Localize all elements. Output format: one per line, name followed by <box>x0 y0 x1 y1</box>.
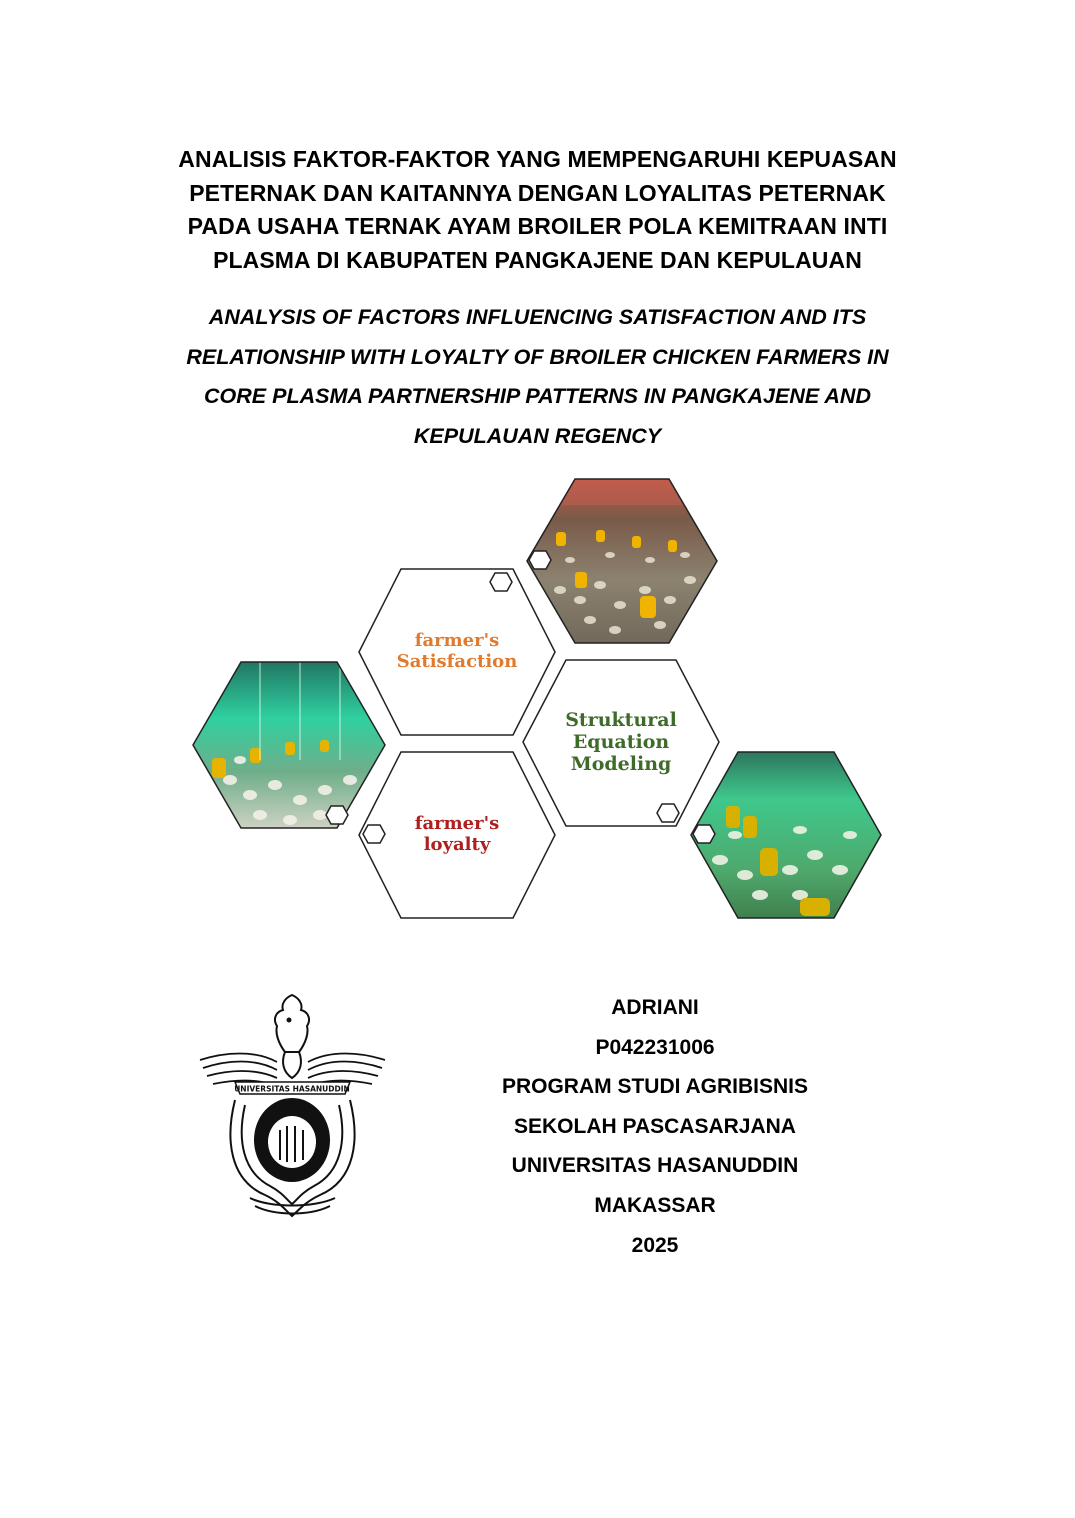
author-name: ADRIANI <box>611 996 699 1019</box>
title-id-line: ANALISIS FAKTOR-FAKTOR YANG MEMPENGARUHI KEPUASAN <box>178 146 897 172</box>
label-farmers-loyalty <box>370 813 544 855</box>
title-en-line: RELATIONSHIP WITH LOYALTY OF BROILER CHICKEN FARMERS IN <box>186 344 889 369</box>
label-structural-equation-modeling <box>533 709 709 775</box>
label-line: farmer's <box>414 813 500 834</box>
label-line: farmer's <box>414 630 500 651</box>
year: 2025 <box>631 1233 679 1257</box>
label-farmers-satisfaction <box>370 630 544 672</box>
author-block <box>440 988 870 1265</box>
chicken-farm-photo-top <box>520 475 725 650</box>
school-name: SEKOLAH PASCASARJANA <box>514 1114 796 1138</box>
study-program: PROGRAM STUDI AGRIBISNIS <box>501 1075 809 1099</box>
title-id-line: PETERNAK DAN KAITANNYA DENGAN LOYALITAS PETERNAK <box>189 179 886 206</box>
label-line: Equation <box>572 731 670 753</box>
university-name: UNIVERSITAS HASANUDDIN <box>511 1154 799 1178</box>
chicken-farm-photo-right <box>685 745 890 925</box>
chicken-farm-photo-left <box>190 655 390 835</box>
label-line: Satisfaction <box>396 651 518 672</box>
title-en-line: CORE PLASMA PARTNERSHIP PATTERNS IN PANGKAJENE AND <box>204 384 871 408</box>
title-en-line: ANALYSIS OF FACTORS INFLUENCING SATISFACTION AND ITS <box>208 305 867 329</box>
title-id-line: PADA USAHA TERNAK AYAM BROILER POLA KEMITRAAN INTI <box>187 213 888 239</box>
student-id: P042231006 <box>595 1035 715 1059</box>
label-line: Struktural <box>565 709 677 731</box>
title-id-line: PLASMA DI KABUPATEN PANGKAJENE DAN KEPULAUAN <box>213 246 862 273</box>
label-line: Modeling <box>570 753 672 775</box>
label-line: loyalty <box>423 834 491 855</box>
university-emblem-icon <box>195 990 390 1222</box>
city: MAKASSAR <box>594 1193 716 1217</box>
title-en-line: KEPULAUAN REGENCY <box>413 423 662 448</box>
emblem-banner-text: UNIVERSITAS HASANUDDIN <box>234 1084 350 1094</box>
